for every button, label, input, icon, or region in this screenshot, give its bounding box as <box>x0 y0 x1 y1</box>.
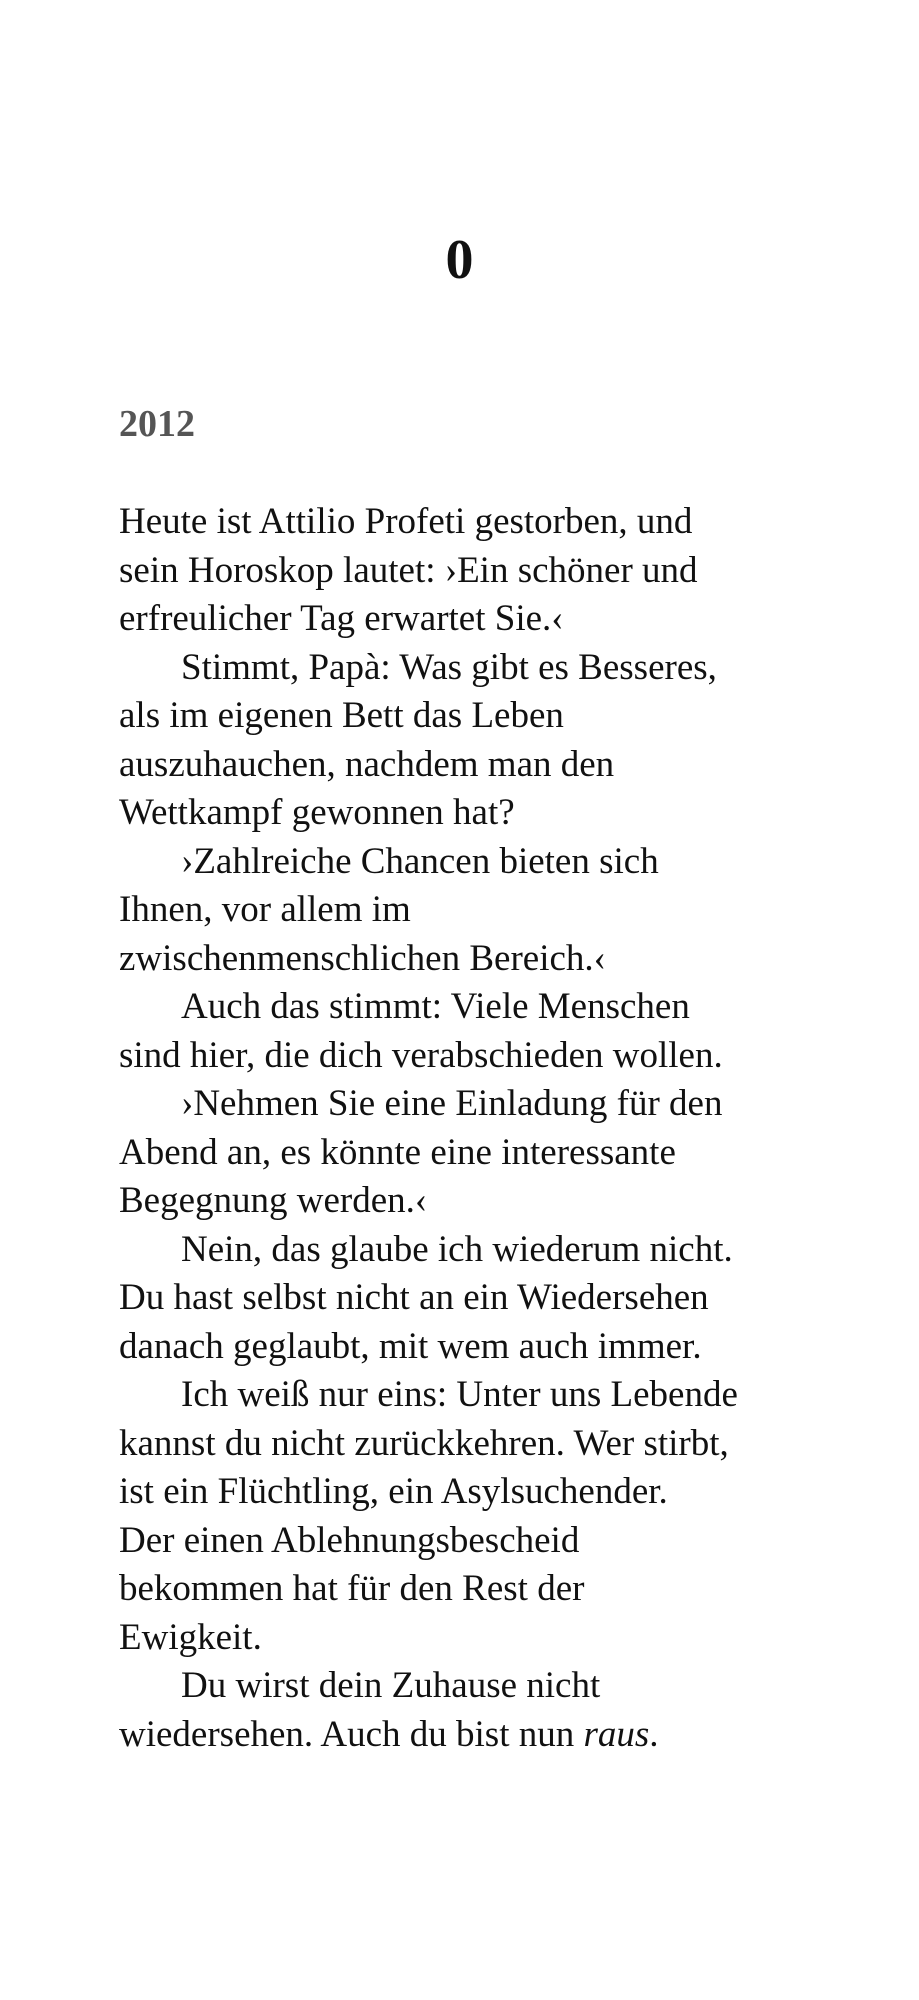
text-line: Heute ist Attilio Profeti gestorben, und <box>119 501 693 542</box>
paragraph-6 <box>119 1226 819 1372</box>
text-line: sind hier, die dich verabschieden wollen. <box>119 1034 723 1076</box>
text-line: Wettkampf gewonnen hat? <box>119 792 515 833</box>
text-line: Du hast selbst nicht an ein Wiedersehen <box>119 1277 709 1318</box>
text-line: erfreulicher Tag erwartet Sie.‹ <box>119 598 564 639</box>
text-line-last <box>119 1711 819 1760</box>
paragraph-4 <box>119 983 819 1080</box>
last-line-suffix: . <box>649 1713 659 1755</box>
emphasis-raus: raus <box>583 1713 650 1755</box>
text-line: ›Nehmen Sie eine Einladung für den <box>181 1083 723 1124</box>
chapter-number: 0 <box>445 229 474 291</box>
text-line: Der einen Ablehnungsbescheid <box>119 1519 580 1561</box>
paragraph-2 <box>119 644 819 838</box>
last-line-prefix: wiedersehen. Auch du bist nun <box>119 1713 584 1755</box>
text-line: danach geglaubt, mit wem auch immer. <box>119 1325 702 1367</box>
text-line: Ewigkeit. <box>119 1616 262 1658</box>
text-line: auszuhauchen, nachdem man den <box>119 743 615 785</box>
text-line: Nein, das glaube ich wiederum nicht. <box>181 1228 733 1270</box>
text-line: kannst du nicht zurückkehren. Wer stirbt, <box>119 1422 729 1464</box>
paragraph-7 <box>119 1371 819 1662</box>
paragraph-8 <box>119 1662 819 1759</box>
paragraph-5 <box>119 1080 819 1226</box>
section-year: 2012 <box>119 403 195 445</box>
text-line: ist ein Flüchtling, ein Asylsuchender. <box>119 1471 668 1512</box>
paragraph-1 <box>119 498 819 644</box>
text-line: Ihnen, vor allem im <box>119 889 411 930</box>
body-text <box>119 498 819 1759</box>
text-line: Abend an, es könnte eine interessante <box>119 1131 676 1173</box>
text-line: bekommen hat für den Rest der <box>119 1568 585 1609</box>
text-line: sein Horoskop lautet: ›Ein schöner und <box>119 549 698 591</box>
text-line: Begegnung werden.‹ <box>119 1180 428 1221</box>
text-line: Auch das stimmt: Viele Menschen <box>181 986 690 1027</box>
text-line: Stimmt, Papà: Was gibt es Besseres, <box>181 646 717 688</box>
text-line: zwischenmenschlichen Bereich.‹ <box>119 937 606 979</box>
paragraph-3 <box>119 838 819 984</box>
text-line: als im eigenen Bett das Leben <box>119 695 564 736</box>
text-line: ›Zahlreiche Chancen bieten sich <box>181 840 659 882</box>
text-line: Ich weiß nur eins: Unter uns Lebende <box>181 1374 738 1415</box>
text-line: Du wirst dein Zuhause nicht <box>181 1665 601 1706</box>
